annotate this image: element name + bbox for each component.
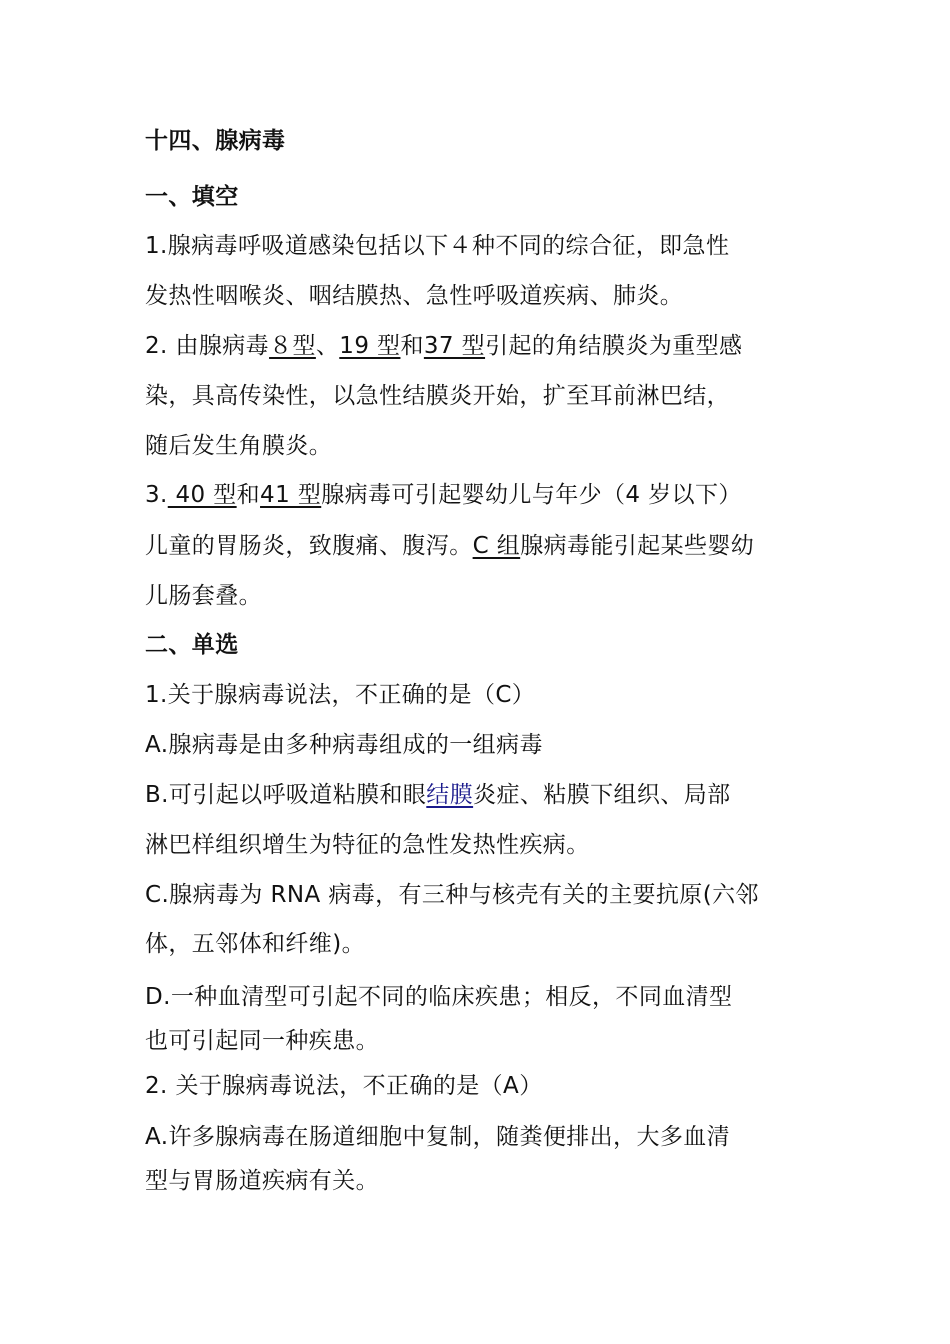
mc-q1-option-b-prefix: B.可引起以呼吸道粘膜和眼 <box>145 782 427 808</box>
fill-q1-line2: 发热性咽喉炎、咽结膜热、急性呼吸道疾病、肺炎。 <box>145 283 684 309</box>
fill-q2-suffix: 引起的角结膜炎为重型感 <box>485 333 743 359</box>
mc-q1-option-c-line2: 体，五邻体和纤维)。 <box>145 931 365 957</box>
mc-q2-stem: 2. 关于腺病毒说法，不正确的是（A） <box>145 1073 543 1099</box>
fill-q3-answer-3: C 组 <box>472 533 521 559</box>
fill-q3-answer-2: 41 型 <box>260 482 322 508</box>
chapter-title: 十四、腺病毒 <box>145 128 286 154</box>
mc-q1-stem: 1.关于腺病毒说法，不正确的是（C） <box>145 682 536 708</box>
fill-q2-line2: 染，具高传染性，以急性结膜炎开始，扩至耳前淋巴结， <box>145 383 730 409</box>
mc-q1-option-a: A.腺病毒是由多种病毒组成的一组病毒 <box>145 732 543 758</box>
fill-q3-separator-1: 和 <box>236 482 261 508</box>
fill-q2-separator-2: 和 <box>400 333 424 359</box>
mc-q2-option-a-line2: 型与胃肠道疾病有关。 <box>145 1168 379 1194</box>
fill-q2-prefix: 2. 由腺病毒 <box>145 333 270 359</box>
fill-q3-suffix: 腺病毒可引起婴幼儿与年少（4 岁以下） <box>321 482 742 508</box>
mc-q1-option-d-line2: 也可引起同一种疾患。 <box>145 1028 379 1054</box>
section-mc-title: 二、单选 <box>145 632 239 658</box>
section-fill-title: 一、填空 <box>145 184 239 210</box>
mc-q2-option-a-line1: A.许多腺病毒在肠道细胞中复制，随粪便排出，大多血清 <box>145 1124 731 1150</box>
mc-q1-option-b-line1 <box>145 780 825 810</box>
fill-q2-answer-2: 19 型 <box>339 333 401 359</box>
fill-q2-line3: 随后发生角膜炎。 <box>145 433 333 459</box>
fill-q3-answer-1: 40 型 <box>167 482 237 508</box>
fill-q3-prefix: 3. <box>145 482 168 508</box>
conjunctiva-link[interactable]: 结膜 <box>426 782 474 808</box>
fill-q2-line1 <box>145 331 825 361</box>
mc-q1-option-b-suffix: 炎症、粘膜下组织、局部 <box>473 782 731 808</box>
fill-q2-separator-1: 、 <box>315 333 340 359</box>
fill-q3-line1 <box>145 480 825 510</box>
mc-q1-option-d-line1: D.一种血清型可引起不同的临床疾患；相反，不同血清型 <box>145 984 733 1010</box>
fill-q1-line1: 1.腺病毒呼吸道感染包括以下４种不同的综合征，即急性 <box>145 233 730 259</box>
fill-q2-answer-1: ８型 <box>269 333 316 359</box>
mc-q1-option-c-line1: C.腺病毒为 RNA 病毒，有三种与核壳有关的主要抗原(六邻 <box>145 882 759 908</box>
fill-q3-line2 <box>145 531 825 561</box>
fill-q2-answer-3: 37 型 <box>423 333 486 359</box>
fill-q3-line3: 儿肠套叠。 <box>145 583 262 609</box>
mc-q1-option-b-line2: 淋巴样组织增生为特征的急性发热性疾病。 <box>145 832 590 858</box>
fill-q3-line2-suffix: 腺病毒能引起某些婴幼 <box>520 533 755 559</box>
fill-q3-line2-prefix: 儿童的胃肠炎，致腹痛、腹泻。 <box>145 533 473 559</box>
